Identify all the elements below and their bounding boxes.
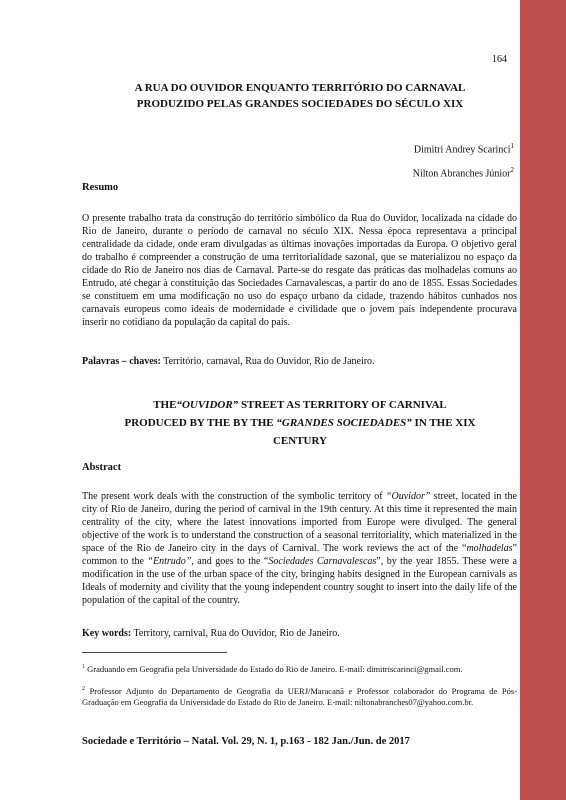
palavras-chaves-label: Palavras – chaves: <box>82 356 161 367</box>
abstract-part: ” common to the <box>82 543 517 567</box>
abstract-text <box>82 490 517 607</box>
author-1 <box>413 136 514 160</box>
footnote-mark: 2 <box>510 166 514 175</box>
resumo-text <box>82 212 517 329</box>
abstract-part: “Entrudo” <box>147 556 192 567</box>
paper-title <box>82 80 518 112</box>
author-list <box>413 136 514 185</box>
abstract-part: , and goes to the “ <box>191 556 269 567</box>
title-line-1: A RUA DO OUVIDOR ENQUANTO TERRITÓRIO DO CARNAVAL <box>134 82 466 94</box>
key-words <box>82 628 517 639</box>
english-title <box>82 396 518 450</box>
key-words-label: Key words: <box>82 628 132 639</box>
key-words-text: Territory, carnival, Rua do Ouvidor, Rio de Janeiro. <box>131 628 340 639</box>
english-title-line-2 <box>82 414 518 432</box>
footnote-mark: 1 <box>510 142 514 150</box>
title-line-2: PRODUZIDO PELAS GRANDES SOCIEDADES DO SÉCULO XIX <box>136 98 464 110</box>
english-title-part: STREET AS TERRITORY OF CARNIVAL <box>238 399 447 411</box>
journal-footer: Sociedade e Território – Natal. Vol. 29, N. 1, p.163 - 182 Jan./Jun. de 2017 <box>82 736 410 747</box>
english-title-part: “OUVIDOR” <box>176 399 239 411</box>
abstract-part: The present work deals with the construction of the symbolic territory of <box>82 491 386 502</box>
palavras-chaves-text: Território, carnaval, Rua do Ouvidor, Rio de Janeiro. <box>160 356 375 367</box>
abstract-part: “Ouvidor” <box>385 491 431 502</box>
author-2 <box>413 160 514 184</box>
english-title-line-1 <box>82 396 518 414</box>
footnote-text: Professor Adjunto do Departamento de Geografia da UERJ/Maracanã e Professor colaborador do Programa de Pós-Graduação em Geografia da Universidade do Estado do Rio de Janeiro. E-mail: niltonabranches07@yahoo.com.br. <box>82 685 517 707</box>
abstract-heading: Abstract <box>82 462 122 473</box>
footnote-divider <box>82 652 227 653</box>
footnote-2 <box>82 684 517 708</box>
abstract-part: ”, by the year 1855. These were a modification in the use of the urban space of the city, bringing habits designed in the European carnivals as Ideals of modernity and civility that the young independent country sought to insert into the daily life of the population of the capital of the country. <box>82 556 517 606</box>
abstract-paragraph <box>82 490 517 607</box>
english-title-part: “GRANDES SOCIEDADES” <box>276 417 412 429</box>
footnote-mark: 1 <box>82 664 85 670</box>
side-color-bar <box>520 0 566 800</box>
abstract-part: street, located in the city of Rio de Janeiro, during the period of carnival in the 19th century. At this time it represented the main centrality of the city, where the latest innovations imported from Europe were divulged. The general objective of the work is to understand the construction of a seasonal territoriality, which materialized in the space of the Rio de Janeiro city in the days of Carnival. The work reviews the act of the “ <box>82 491 517 554</box>
footnote-text: Graduando em Geografia pela Universidade do Estado do Rio de Janeiro. E-mail: dimitriscarinci@gmail.com. <box>85 663 463 674</box>
english-title-part: THE <box>153 399 177 411</box>
resumo-heading: Resumo <box>82 182 119 193</box>
english-title-line-3: CENTURY <box>272 435 327 447</box>
footnote-1 <box>82 662 517 675</box>
author-name: Nilton Abranches Júnior <box>412 168 511 180</box>
author-name: Dimitri Andrey Scarinci <box>413 144 511 156</box>
english-title-part: PRODUCED BY THE BY THE <box>124 417 277 429</box>
english-title-part: IN THE XIX <box>411 417 476 429</box>
footnote-mark: 2 <box>82 686 85 692</box>
palavras-chaves <box>82 356 517 367</box>
abstract-part: molhadelas <box>466 543 513 554</box>
page-number: 164 <box>492 54 507 65</box>
abstract-part: Sociedades Carnavalescas <box>268 556 377 567</box>
resumo-paragraph: O presente trabalho trata da construção do território simbólico da Rua do Ouvidor, localizada na cidade do Rio de Janeiro, durante o período de carnaval no século XIX. Nessa época representava a principal centralidade da cidade, onde eram divulgadas as últimas inovações importadas da Europa. O objetivo geral do trabalho é compreender a construção de uma territorialidade sazonal, que se materializou no espaço da cidade do Rio de Janeiro nos dias de Carnaval. Parte-se do resgate das práticas das molhadelas comuns ao Entrudo, até chegar à constituição das Sociedades Carnavalescas, a partir do ano de 1855. Essas Sociedades se constituem em uma modificação no uso do espaço urbano da cidade, trazendo hábitos cunhados nos carnavais europeus como ideais de modernidade e civilidade que o jovem país independente procurava inserir no cotidiano da população da capital do país. <box>82 213 517 328</box>
